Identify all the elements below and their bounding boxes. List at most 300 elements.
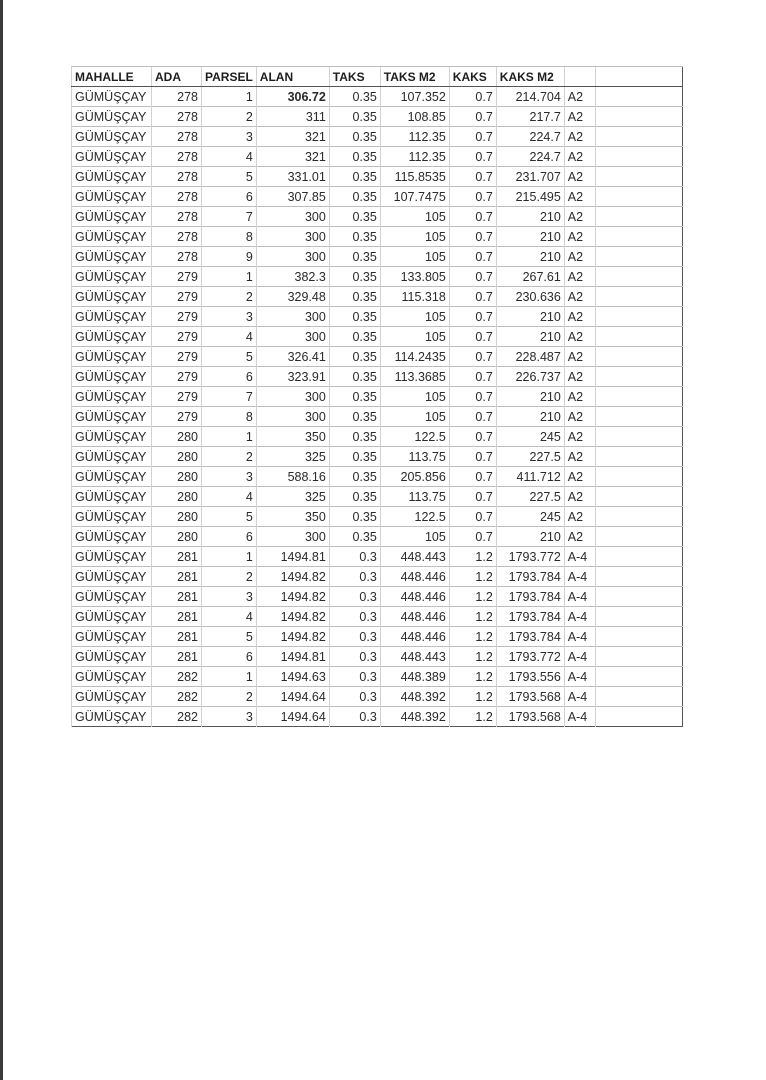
cell-kaks-m2: 1793.784	[496, 607, 564, 627]
cell-taks-m2: 107.7475	[380, 187, 449, 207]
cell-blank	[595, 687, 682, 707]
cell-kaks: 0.7	[449, 127, 496, 147]
cell-alan: 1494.81	[256, 647, 329, 667]
cell-class: A-4	[564, 547, 595, 567]
cell-parsel: 4	[202, 607, 257, 627]
cell-taks: 0.35	[329, 427, 380, 447]
cell-kaks: 1.2	[449, 667, 496, 687]
cell-ada: 280	[152, 527, 202, 547]
cell-ada: 281	[152, 587, 202, 607]
cell-taks-m2: 105	[380, 247, 449, 267]
cell-parsel: 3	[202, 707, 257, 727]
cell-parsel: 3	[202, 587, 257, 607]
cell-kaks-m2: 230.636	[496, 287, 564, 307]
cell-kaks-m2: 1793.568	[496, 687, 564, 707]
cell-mahalle: GÜMÜŞÇAY	[72, 127, 152, 147]
cell-taks-m2: 122.5	[380, 507, 449, 527]
cell-kaks: 0.7	[449, 427, 496, 447]
cell-blank	[595, 607, 682, 627]
parcel-table	[71, 66, 683, 727]
table-row	[72, 327, 683, 347]
cell-alan: 300	[256, 387, 329, 407]
cell-taks: 0.35	[329, 267, 380, 287]
cell-kaks-m2: 210	[496, 227, 564, 247]
table-row	[72, 707, 683, 727]
header-taks: TAKS	[329, 67, 380, 87]
cell-ada: 281	[152, 567, 202, 587]
cell-kaks-m2: 210	[496, 407, 564, 427]
cell-mahalle: GÜMÜŞÇAY	[72, 387, 152, 407]
cell-parsel: 5	[202, 347, 257, 367]
cell-ada: 278	[152, 127, 202, 147]
cell-taks-m2: 105	[380, 407, 449, 427]
cell-blank	[595, 387, 682, 407]
cell-alan: 325	[256, 487, 329, 507]
cell-taks-m2: 448.446	[380, 567, 449, 587]
cell-blank	[595, 587, 682, 607]
cell-taks: 0.35	[329, 287, 380, 307]
cell-taks-m2: 112.35	[380, 147, 449, 167]
cell-blank	[595, 307, 682, 327]
table-row	[72, 247, 683, 267]
cell-kaks: 0.7	[449, 487, 496, 507]
cell-kaks-m2: 411.712	[496, 467, 564, 487]
cell-kaks-m2: 210	[496, 307, 564, 327]
cell-kaks-m2: 224.7	[496, 147, 564, 167]
cell-taks: 0.35	[329, 487, 380, 507]
cell-taks-m2: 105	[380, 527, 449, 547]
cell-class: A2	[564, 287, 595, 307]
cell-taks-m2: 448.443	[380, 547, 449, 567]
cell-parsel: 5	[202, 167, 257, 187]
cell-parsel: 2	[202, 287, 257, 307]
cell-mahalle: GÜMÜŞÇAY	[72, 327, 152, 347]
cell-kaks-m2: 210	[496, 327, 564, 347]
cell-blank	[595, 207, 682, 227]
table-row	[72, 147, 683, 167]
cell-alan: 1494.64	[256, 707, 329, 727]
header-mahalle: MAHALLE	[72, 67, 152, 87]
cell-blank	[595, 467, 682, 487]
table-row	[72, 647, 683, 667]
cell-mahalle: GÜMÜŞÇAY	[72, 667, 152, 687]
cell-taks-m2: 448.446	[380, 587, 449, 607]
cell-taks-m2: 448.389	[380, 667, 449, 687]
table-row	[72, 627, 683, 647]
cell-ada: 279	[152, 347, 202, 367]
cell-mahalle: GÜMÜŞÇAY	[72, 647, 152, 667]
cell-mahalle: GÜMÜŞÇAY	[72, 207, 152, 227]
cell-class: A2	[564, 427, 595, 447]
cell-alan: 1494.82	[256, 587, 329, 607]
cell-taks: 0.3	[329, 647, 380, 667]
cell-ada: 282	[152, 667, 202, 687]
cell-ada: 281	[152, 547, 202, 567]
cell-class: A2	[564, 407, 595, 427]
cell-mahalle: GÜMÜŞÇAY	[72, 307, 152, 327]
cell-blank	[595, 447, 682, 467]
cell-taks-m2: 105	[380, 307, 449, 327]
cell-ada: 279	[152, 407, 202, 427]
cell-parsel: 4	[202, 487, 257, 507]
table-row	[72, 387, 683, 407]
cell-taks: 0.35	[329, 387, 380, 407]
cell-mahalle: GÜMÜŞÇAY	[72, 367, 152, 387]
cell-mahalle: GÜMÜŞÇAY	[72, 527, 152, 547]
table-row	[72, 87, 683, 107]
cell-alan: 350	[256, 507, 329, 527]
cell-taks: 0.35	[329, 327, 380, 347]
cell-kaks: 0.7	[449, 287, 496, 307]
cell-parsel: 1	[202, 547, 257, 567]
cell-alan: 382.3	[256, 267, 329, 287]
cell-taks: 0.3	[329, 667, 380, 687]
table-row	[72, 267, 683, 287]
cell-class: A-4	[564, 627, 595, 647]
cell-kaks: 1.2	[449, 707, 496, 727]
cell-class: A-4	[564, 667, 595, 687]
header-class	[564, 67, 595, 87]
cell-blank	[595, 547, 682, 567]
cell-kaks: 0.7	[449, 267, 496, 287]
table-row	[72, 607, 683, 627]
cell-class: A2	[564, 167, 595, 187]
cell-ada: 281	[152, 627, 202, 647]
cell-class: A2	[564, 347, 595, 367]
cell-kaks-m2: 1793.556	[496, 667, 564, 687]
cell-kaks: 1.2	[449, 567, 496, 587]
cell-kaks-m2: 210	[496, 207, 564, 227]
cell-taks: 0.35	[329, 187, 380, 207]
cell-mahalle: GÜMÜŞÇAY	[72, 87, 152, 107]
cell-alan: 300	[256, 327, 329, 347]
cell-taks-m2: 105	[380, 387, 449, 407]
cell-kaks: 0.7	[449, 507, 496, 527]
cell-kaks-m2: 224.7	[496, 127, 564, 147]
table-row	[72, 507, 683, 527]
cell-kaks-m2: 214.704	[496, 87, 564, 107]
header-taks-m2: TAKS M2	[380, 67, 449, 87]
cell-kaks-m2: 1793.772	[496, 547, 564, 567]
cell-alan: 300	[256, 227, 329, 247]
cell-parsel: 2	[202, 107, 257, 127]
cell-taks-m2: 115.318	[380, 287, 449, 307]
cell-taks: 0.35	[329, 167, 380, 187]
cell-kaks-m2: 231.707	[496, 167, 564, 187]
cell-blank	[595, 107, 682, 127]
cell-parsel: 6	[202, 367, 257, 387]
cell-alan: 1494.82	[256, 627, 329, 647]
cell-mahalle: GÜMÜŞÇAY	[72, 467, 152, 487]
cell-class: A2	[564, 387, 595, 407]
cell-alan: 1494.64	[256, 687, 329, 707]
cell-taks-m2: 448.443	[380, 647, 449, 667]
cell-taks-m2: 113.75	[380, 487, 449, 507]
table-row	[72, 487, 683, 507]
cell-class: A-4	[564, 687, 595, 707]
cell-parsel: 7	[202, 207, 257, 227]
cell-taks: 0.35	[329, 227, 380, 247]
cell-class: A2	[564, 307, 595, 327]
cell-mahalle: GÜMÜŞÇAY	[72, 607, 152, 627]
cell-mahalle: GÜMÜŞÇAY	[72, 587, 152, 607]
cell-ada: 278	[152, 147, 202, 167]
cell-blank	[595, 227, 682, 247]
table-row	[72, 187, 683, 207]
cell-blank	[595, 167, 682, 187]
cell-blank	[595, 327, 682, 347]
cell-class: A2	[564, 207, 595, 227]
cell-alan: 1494.81	[256, 547, 329, 567]
cell-taks-m2: 113.3685	[380, 367, 449, 387]
cell-ada: 278	[152, 87, 202, 107]
cell-mahalle: GÜMÜŞÇAY	[72, 487, 152, 507]
cell-taks: 0.35	[329, 347, 380, 367]
cell-blank	[595, 287, 682, 307]
cell-alan: 300	[256, 307, 329, 327]
cell-kaks: 0.7	[449, 147, 496, 167]
cell-mahalle: GÜMÜŞÇAY	[72, 147, 152, 167]
cell-mahalle: GÜMÜŞÇAY	[72, 567, 152, 587]
cell-ada: 279	[152, 307, 202, 327]
table-row	[72, 107, 683, 127]
cell-parsel: 2	[202, 447, 257, 467]
table-row	[72, 447, 683, 467]
cell-kaks: 0.7	[449, 327, 496, 347]
cell-class: A2	[564, 327, 595, 347]
cell-class: A2	[564, 447, 595, 467]
cell-blank	[595, 527, 682, 547]
cell-ada: 279	[152, 267, 202, 287]
cell-taks: 0.3	[329, 707, 380, 727]
cell-kaks-m2: 1793.772	[496, 647, 564, 667]
cell-taks: 0.3	[329, 567, 380, 587]
cell-parsel: 5	[202, 627, 257, 647]
table-row	[72, 227, 683, 247]
cell-ada: 280	[152, 467, 202, 487]
table-row	[72, 567, 683, 587]
cell-taks: 0.35	[329, 367, 380, 387]
header-kaks: KAKS	[449, 67, 496, 87]
cell-kaks: 0.7	[449, 187, 496, 207]
table-row	[72, 467, 683, 487]
cell-mahalle: GÜMÜŞÇAY	[72, 247, 152, 267]
cell-class: A-4	[564, 607, 595, 627]
cell-blank	[595, 707, 682, 727]
cell-parsel: 6	[202, 647, 257, 667]
scan-edge	[0, 0, 3, 1080]
cell-kaks-m2: 210	[496, 247, 564, 267]
cell-alan: 326.41	[256, 347, 329, 367]
cell-kaks: 0.7	[449, 207, 496, 227]
cell-blank	[595, 127, 682, 147]
table-row	[72, 287, 683, 307]
cell-taks: 0.35	[329, 307, 380, 327]
cell-taks: 0.3	[329, 587, 380, 607]
cell-kaks: 0.7	[449, 167, 496, 187]
cell-ada: 279	[152, 387, 202, 407]
table-row	[72, 407, 683, 427]
cell-taks-m2: 108.85	[380, 107, 449, 127]
cell-taks-m2: 448.446	[380, 607, 449, 627]
cell-parsel: 8	[202, 407, 257, 427]
cell-taks: 0.35	[329, 507, 380, 527]
cell-kaks: 0.7	[449, 247, 496, 267]
cell-taks: 0.3	[329, 607, 380, 627]
cell-blank	[595, 407, 682, 427]
cell-kaks: 1.2	[449, 627, 496, 647]
cell-kaks-m2: 217.7	[496, 107, 564, 127]
cell-blank	[595, 187, 682, 207]
cell-ada: 280	[152, 427, 202, 447]
cell-taks-m2: 122.5	[380, 427, 449, 447]
table-row	[72, 667, 683, 687]
cell-mahalle: GÜMÜŞÇAY	[72, 707, 152, 727]
cell-class: A2	[564, 507, 595, 527]
cell-kaks-m2: 1793.784	[496, 627, 564, 647]
cell-blank	[595, 487, 682, 507]
cell-kaks-m2: 245	[496, 427, 564, 447]
cell-blank	[595, 367, 682, 387]
cell-alan: 1494.82	[256, 567, 329, 587]
cell-mahalle: GÜMÜŞÇAY	[72, 107, 152, 127]
table-row	[72, 587, 683, 607]
cell-taks-m2: 448.446	[380, 627, 449, 647]
cell-parsel: 1	[202, 667, 257, 687]
header-row	[72, 67, 683, 87]
cell-ada: 279	[152, 327, 202, 347]
cell-mahalle: GÜMÜŞÇAY	[72, 267, 152, 287]
cell-kaks-m2: 245	[496, 507, 564, 527]
cell-kaks: 0.7	[449, 447, 496, 467]
cell-blank	[595, 347, 682, 367]
cell-kaks: 0.7	[449, 467, 496, 487]
cell-parsel: 2	[202, 687, 257, 707]
table-row	[72, 167, 683, 187]
cell-parsel: 3	[202, 307, 257, 327]
cell-ada: 282	[152, 707, 202, 727]
cell-alan: 300	[256, 247, 329, 267]
cell-alan: 307.85	[256, 187, 329, 207]
cell-class: A2	[564, 527, 595, 547]
cell-mahalle: GÜMÜŞÇAY	[72, 187, 152, 207]
cell-ada: 279	[152, 287, 202, 307]
cell-taks: 0.35	[329, 127, 380, 147]
table-row	[72, 427, 683, 447]
cell-ada: 282	[152, 687, 202, 707]
cell-taks: 0.35	[329, 407, 380, 427]
cell-kaks-m2: 215.495	[496, 187, 564, 207]
cell-ada: 281	[152, 607, 202, 627]
cell-class: A2	[564, 107, 595, 127]
cell-parsel: 4	[202, 327, 257, 347]
cell-parsel: 3	[202, 467, 257, 487]
cell-alan: 306.72	[256, 87, 329, 107]
cell-kaks: 1.2	[449, 547, 496, 567]
parcel-table-sheet	[71, 66, 683, 727]
header-blank	[595, 67, 682, 87]
cell-kaks: 0.7	[449, 527, 496, 547]
cell-alan: 1494.63	[256, 667, 329, 687]
cell-class: A2	[564, 87, 595, 107]
cell-alan: 323.91	[256, 367, 329, 387]
cell-mahalle: GÜMÜŞÇAY	[72, 407, 152, 427]
cell-parsel: 9	[202, 247, 257, 267]
cell-class: A-4	[564, 647, 595, 667]
cell-ada: 280	[152, 447, 202, 467]
cell-alan: 300	[256, 407, 329, 427]
cell-taks: 0.35	[329, 247, 380, 267]
cell-parsel: 3	[202, 127, 257, 147]
cell-mahalle: GÜMÜŞÇAY	[72, 447, 152, 467]
cell-taks: 0.35	[329, 87, 380, 107]
cell-kaks-m2: 1793.784	[496, 567, 564, 587]
cell-kaks: 0.7	[449, 387, 496, 407]
cell-taks-m2: 114.2435	[380, 347, 449, 367]
header-ada: ADA	[152, 67, 202, 87]
cell-ada: 278	[152, 167, 202, 187]
cell-kaks-m2: 210	[496, 527, 564, 547]
cell-kaks: 0.7	[449, 407, 496, 427]
cell-taks: 0.35	[329, 467, 380, 487]
cell-alan: 331.01	[256, 167, 329, 187]
cell-class: A2	[564, 187, 595, 207]
cell-kaks: 1.2	[449, 687, 496, 707]
table-row	[72, 347, 683, 367]
table-row	[72, 307, 683, 327]
table-row	[72, 687, 683, 707]
cell-ada: 278	[152, 227, 202, 247]
cell-taks: 0.35	[329, 207, 380, 227]
cell-taks-m2: 113.75	[380, 447, 449, 467]
cell-mahalle: GÜMÜŞÇAY	[72, 347, 152, 367]
cell-blank	[595, 427, 682, 447]
cell-kaks: 0.7	[449, 347, 496, 367]
cell-class: A2	[564, 467, 595, 487]
cell-mahalle: GÜMÜŞÇAY	[72, 287, 152, 307]
header-alan: ALAN	[256, 67, 329, 87]
cell-taks: 0.35	[329, 447, 380, 467]
cell-blank	[595, 87, 682, 107]
cell-class: A2	[564, 267, 595, 287]
cell-taks-m2: 448.392	[380, 687, 449, 707]
cell-ada: 280	[152, 507, 202, 527]
cell-kaks-m2: 1793.568	[496, 707, 564, 727]
cell-blank	[595, 667, 682, 687]
cell-kaks-m2: 226.737	[496, 367, 564, 387]
cell-parsel: 4	[202, 147, 257, 167]
cell-alan: 321	[256, 147, 329, 167]
cell-parsel: 5	[202, 507, 257, 527]
cell-ada: 278	[152, 187, 202, 207]
cell-ada: 279	[152, 367, 202, 387]
cell-parsel: 7	[202, 387, 257, 407]
header-kaks-m2: KAKS M2	[496, 67, 564, 87]
cell-parsel: 8	[202, 227, 257, 247]
cell-kaks: 1.2	[449, 607, 496, 627]
cell-mahalle: GÜMÜŞÇAY	[72, 507, 152, 527]
cell-kaks-m2: 210	[496, 387, 564, 407]
cell-class: A2	[564, 147, 595, 167]
cell-class: A-4	[564, 567, 595, 587]
cell-blank	[595, 147, 682, 167]
cell-kaks-m2: 227.5	[496, 487, 564, 507]
cell-taks-m2: 133.805	[380, 267, 449, 287]
cell-alan: 1494.82	[256, 607, 329, 627]
cell-taks-m2: 205.856	[380, 467, 449, 487]
cell-kaks-m2: 267.61	[496, 267, 564, 287]
cell-alan: 325	[256, 447, 329, 467]
